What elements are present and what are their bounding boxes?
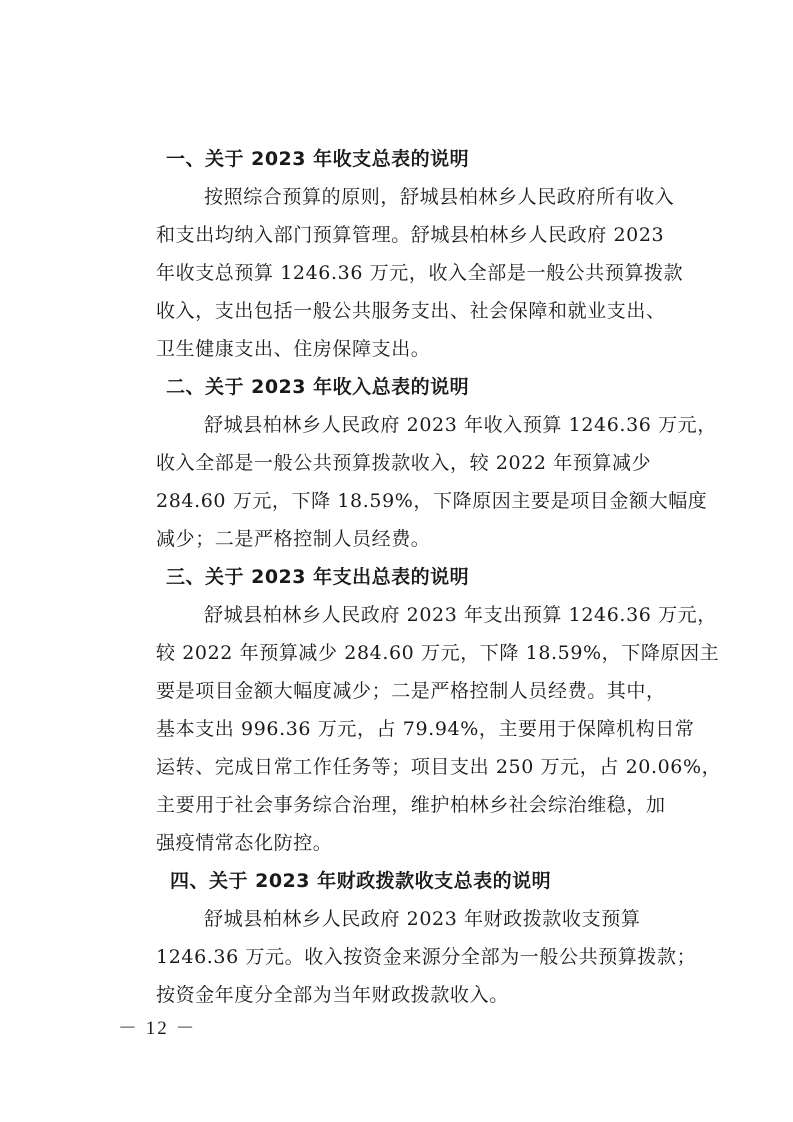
paragraph-line: 舒城县柏林乡人民政府 2023 年支出预算 1246.36 万元， [204, 604, 717, 626]
section-heading-2: 二、关于 2023 年收入总表的说明 [166, 376, 470, 398]
section-paragraph-4 [118, 900, 697, 1014]
section-heading-3: 三、关于 2023 年支出总表的说明 [166, 566, 470, 588]
paragraph-line: 284.60 万元，下降 18.59%，下降原因主要是项目金额大幅度 [156, 490, 708, 512]
paragraph-line: 减少；二是严格控制人员经费。 [156, 528, 431, 550]
paragraph-line: 舒城县柏林乡人民政府 2023 年财政拨款收支预算 [204, 908, 641, 930]
paragraph-line: 收入全部是一般公共预算拨款收入，较 2022 年预算减少 [156, 452, 652, 474]
section-paragraph-1 [118, 178, 684, 368]
paragraph-line: 主要用于社会事务综合治理，维护柏林乡社会综治维稳，加 [156, 794, 666, 816]
paragraph-line: 较 2022 年预算减少 284.60 万元，下降 18.59%，下降原因主 [156, 642, 720, 664]
section-heading-1: 一、关于 2023 年收支总表的说明 [166, 148, 470, 170]
paragraph-line: 和支出均纳入部门预算管理。舒城县柏林乡人民政府 2023 [156, 224, 665, 246]
paragraph-line: 按资金年度分全部为当年财政拨款收入。 [156, 984, 509, 1006]
section-paragraph-3 [118, 596, 722, 862]
section-heading-4: 四、关于 2023 年财政拨款收支总表的说明 [170, 870, 552, 892]
document-body [118, 140, 722, 1014]
paragraph-line: 收入，支出包括一般公共服务支出、社会保障和就业支出、 [156, 300, 666, 322]
page-number: － 12 － [118, 1018, 197, 1039]
paragraph-line: 强疫情常态化防控。 [156, 832, 333, 854]
paragraph-line: 基本支出 996.36 万元，占 79.94%，主要用于保障机构日常 [156, 718, 695, 740]
section-paragraph-2 [118, 406, 717, 558]
paragraph-line: 运转、完成日常工作任务等；项目支出 250 万元，占 20.06%， [156, 756, 722, 778]
paragraph-line: 要是项目金额大幅度减少；二是严格控制人员经费。其中， [156, 680, 666, 702]
paragraph-line: 1246.36 万元。收入按资金来源分全部为一般公共预算拨款； [156, 946, 697, 968]
paragraph-line: 按照综合预算的原则，舒城县柏林乡人民政府所有收入 [204, 186, 675, 208]
paragraph-line: 年收支总预算 1246.36 万元，收入全部是一般公共预算拨款 [156, 262, 684, 284]
paragraph-line: 卫生健康支出、住房保障支出。 [156, 338, 431, 360]
paragraph-line: 舒城县柏林乡人民政府 2023 年收入预算 1246.36 万元， [204, 414, 717, 436]
